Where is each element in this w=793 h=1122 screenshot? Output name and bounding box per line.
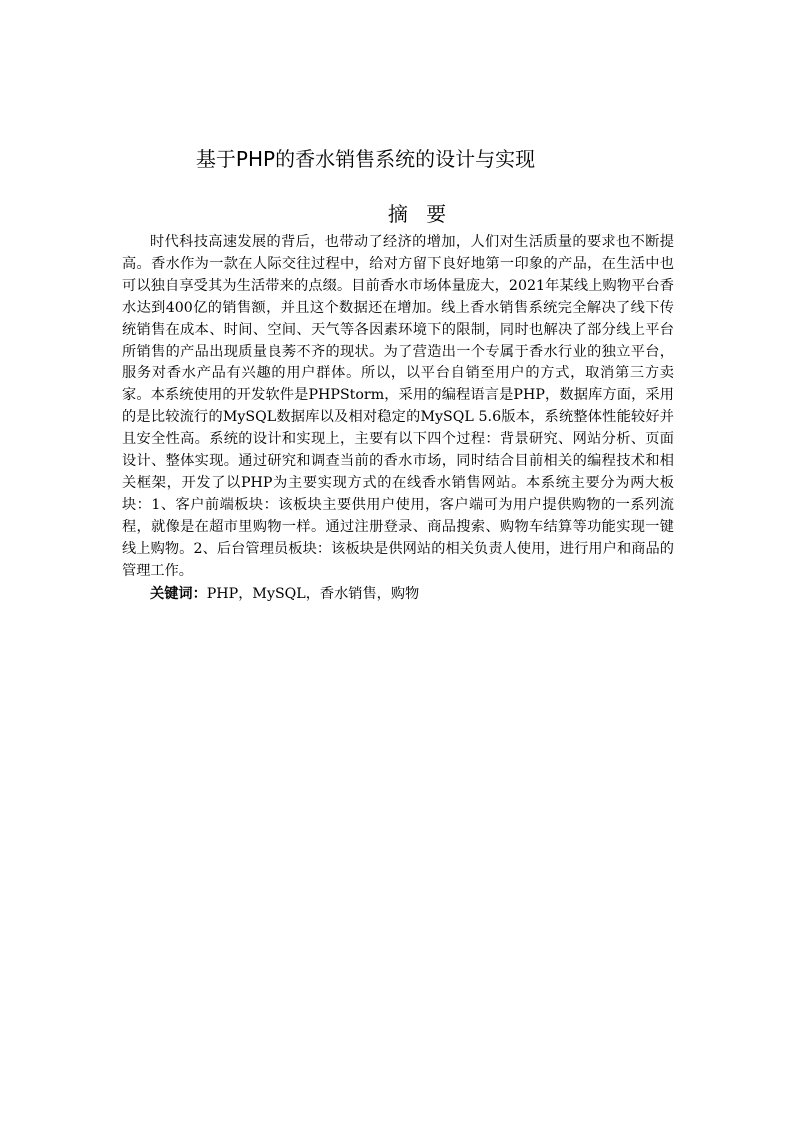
keywords-line: [150, 583, 670, 605]
abstract-paragraph: 时代科技高速发展的背后，也带动了经济的增加，人们对生活质量的要求也不断提高。香水作为一款在人际交往过程中，给对方留下良好地第一印象的产品，在生活中也可以独自享受其为生活带来的点缀。目前香水市场体量庞大，2021年某线上购物平台香水达到400亿的销售额，并且这个数据还在增加。线上香水销售系统完全解决了线下传统销售在成本、时间、空间、天气等各因素环境下的限制，同时也解决了部分线上平台所销售的产品出现质量良莠不齐的现状。为了营造出一个专属于香水行业的独立平台，服务对香水产品有兴趣的用户群体。所以，以平台自销至用户的方式，取消第三方卖家。本系统使用的开发软件是PHPStorm，采用的编程语言是PHP，数据库方面，采用的是比较流行的MySQL数据库以及相对稳定的MySQL 5.6版本，系统整体性能较好并且安全性高。系统的设计和实现上，主要有以下四个过程：背景研究、网站分析、页面设计、整体实现。通过研究和调查当前的香水市场，同时结合目前相关的编程技术和相关框架，开发了以PHP为主要实现方式的在线香水销售网站。本系统主要分为两大板块：1、客户前端板块：该板块主要供用户使用，客户端可为用户提供购物的一系列流程，就像是在超市里购物一样。通过注册登录、商品搜索、购物车结算等功能实现一键线上购物。2、后台管理员板块：该板块是供网站的相关负责人使用，进行用户和商品的管理工作。: [122, 234, 674, 579]
keywords-label: 关键词：: [150, 586, 207, 602]
document-title: 基于PHP的香水销售系统的设计与实现: [195, 147, 536, 171]
abstract-heading: 摘 要: [387, 202, 453, 226]
keywords-value: PHP，MySQL，香水销售，购物: [206, 586, 420, 602]
